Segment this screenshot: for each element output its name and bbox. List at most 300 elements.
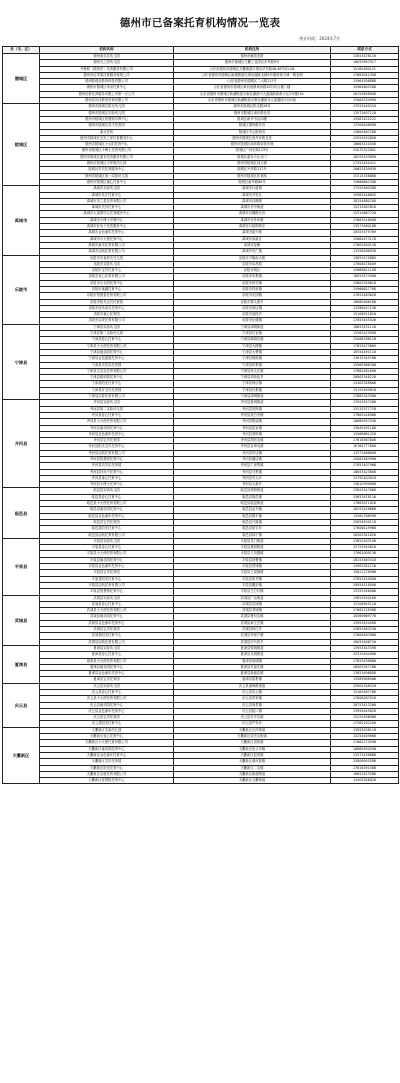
institution-address-cell: 齐河县刘桥镇 (174, 431, 331, 437)
institution-name-cell: 德州市陵城区英才托育园 (40, 123, 174, 129)
institution-address-cell: 宁津县刘营伍乡 (174, 375, 331, 381)
institution-address-cell: 临邑县临盘街道 (174, 501, 331, 507)
contact-phone-cell: 15966627788 (331, 286, 399, 292)
institution-address-cell: 平原县王凤楼镇 (174, 551, 331, 557)
institution-address-cell: 夏津县南城镇 (174, 658, 331, 664)
contact-phone-cell: 15725344816 (331, 545, 399, 551)
contact-phone-cell: 15966681326 (331, 431, 399, 437)
contact-phone-cell: 15254409866 (331, 734, 399, 740)
table-body (3, 54, 399, 784)
institution-name-cell: 曲豆托育 (40, 129, 174, 135)
institution-address-cell: 宁津县津城街道 (174, 394, 331, 400)
contact-phone-cell: 17853438866 (331, 658, 399, 664)
contact-phone-cell: 18853423608 (331, 469, 399, 475)
institution-address-cell: 禹城市开发区 (174, 192, 331, 198)
contact-phone-cell: 17553480388 (331, 186, 399, 192)
institution-address-cell: 德州市解放北路 (174, 54, 331, 60)
institution-name-cell: 宁津县启智托育有限公司 (40, 394, 174, 400)
institution-name-cell: 平原县爱心托育中心 (40, 545, 174, 551)
institution-address-cell: 宁津县津城街道 (174, 324, 331, 330)
institution-address-cell: 武城县甲马营乡 (174, 639, 331, 645)
institution-address-cell: 齐河县赵官镇 (174, 425, 331, 431)
institution-name-cell: 陵城区贝贝托育服务中心 (40, 167, 174, 173)
institution-name-cell: 临邑县小天使托育有限公司 (40, 501, 174, 507)
contact-phone-cell: 15963446855 (331, 192, 399, 198)
institution-name-cell: 齐河县小博士托育中心 (40, 482, 174, 488)
institution-name-cell: 德州天之骄幼儿园 (40, 60, 174, 66)
institution-address-cell: 平原县前曹镇 (174, 557, 331, 563)
institution-address-cell: 武城县鲁权屯镇 (174, 614, 331, 620)
contact-phone-cell: 18254880708 (331, 198, 399, 204)
institution-name-cell: 庆云县爱心托育中心 (40, 689, 174, 695)
institution-name-cell: 禹城市小博士早教中心 (40, 217, 174, 223)
institution-name-cell: 临邑县阳光托育中心 (40, 526, 174, 532)
contact-phone-cell: 13355346066 (331, 589, 399, 595)
institution-name-cell: 德州信都托育服务有限公司第一分公司 (40, 91, 174, 97)
institution-name-cell: 临邑县童乐园托育中心 (40, 507, 174, 513)
institution-name-cell: 齐河县宝贝托育园 (40, 438, 174, 444)
contact-phone-cell: 18669957036 (331, 419, 399, 425)
institution-address-cell: 平原县王杲铺镇 (174, 570, 331, 576)
contact-phone-cell: 15854450118 (331, 519, 399, 525)
contact-phone-cell: 17616367808 (331, 438, 399, 444)
institution-name-cell: 夏津县实验幼儿园 (40, 645, 174, 651)
institution-address-cell: 宁津县柴胡店镇 (174, 337, 331, 343)
institution-address-cell: 山东省德州市德城区天衢街道办事处华安路56-63号01-08 (174, 66, 331, 72)
contact-phone-cell: 18253428666 (331, 507, 399, 513)
institution-address-cell: 天衢新区赵虎镇 (174, 752, 331, 758)
institution-address-cell: 陵城区新华路88号 (174, 179, 331, 185)
table-header-row (3, 47, 399, 54)
document-title: 德州市已备案托育机构情况一览表 (119, 17, 281, 29)
institution-name-cell: 宁津县金色摇篮托育中心 (40, 356, 174, 362)
institution-address-cell: 乐陵市郑店镇 (174, 305, 331, 311)
institution-address-cell: 武城县郝王庄镇 (174, 620, 331, 626)
contact-phone-cell: 13573438868 (331, 752, 399, 758)
institution-name-cell: 宁津县聪明屋托育中心 (40, 375, 174, 381)
institution-address-cell: 陵城区中心街西首 (174, 129, 331, 135)
institution-name-cell: 天衢新区宝贝托育园 (40, 759, 174, 765)
institution-address-cell: 乐陵市朱集镇 (174, 274, 331, 280)
institution-name-cell: 宁津县爱心托育中心 (40, 337, 174, 343)
contact-phone-cell: 18660466186 (331, 299, 399, 305)
institution-name-cell: 庆云县宝贝托育园 (40, 715, 174, 721)
institution-name-cell: 德州市陵城区小苹果幼儿园 (40, 161, 174, 167)
institution-name-cell: 宁津县好宝贝托育园 (40, 387, 174, 393)
contact-phone-cell: 17553454411 (331, 161, 399, 167)
institution-name-cell: 齐河县童心托育中心 (40, 475, 174, 481)
contact-phone-cell: 13853403198 (331, 538, 399, 544)
contact-phone-cell: 17663418006 (331, 217, 399, 223)
institution-address-cell: 德州市陵城区阳光路28号 (174, 104, 331, 110)
contact-phone-cell: 15621278966 (331, 570, 399, 576)
institution-address-cell: 宁津县大曹镇 (174, 349, 331, 355)
institution-address-cell: 乐陵市寨头堡乡 (174, 299, 331, 305)
institution-address-cell: 齐河县宣章屯镇 (174, 444, 331, 450)
institution-address-cell: 齐河县潘店镇 (174, 457, 331, 463)
contact-phone-cell: 13905348526 (331, 683, 399, 689)
county-cell: 德城区 (3, 54, 40, 104)
contact-phone-cell: 15610399806 (331, 482, 399, 488)
contact-phone-cell: 17853483626 (331, 293, 399, 299)
institution-address-cell: 庆云县常家镇 (174, 696, 331, 702)
institution-address-cell: 武城县杨庄乡 (174, 627, 331, 633)
institution-name-cell: 天衢新区启航托育有限公司 (40, 771, 174, 777)
contact-phone-cell: 13905341126 (331, 564, 399, 570)
contact-phone-cell: 15853483336 (331, 627, 399, 633)
institution-name-cell: 德州市陵城区童心托育中心 (40, 179, 174, 185)
institution-name-cell: 平原县金色童年托育中心 (40, 564, 174, 570)
institution-address-cell: 山东省德州市德城区新湖街道办事处湖滨北大道鑫园小区D座 (174, 98, 331, 104)
institution-name-cell: 齐河县实验幼儿园 (40, 400, 174, 406)
institution-address-cell: 陵城区广场东路123号 (174, 148, 331, 154)
institution-address-cell: 夏津县新盛店镇 (174, 671, 331, 677)
institution-name-cell: 武城县实验幼儿园 (40, 595, 174, 601)
contact-phone-cell: 15315377718 (331, 406, 399, 412)
institution-address-cell: 齐河县华店镇 (174, 450, 331, 456)
institution-name-cell: 武城县爱心托育中心 (40, 601, 174, 607)
institution-name-cell: 齐河县爱心托育中心 (40, 412, 174, 418)
institution-address-cell: 夏津县北城街道 (174, 652, 331, 658)
institution-address-cell: 庆云县东辛店镇 (174, 715, 331, 721)
institution-address-cell: 齐河县胡官屯镇 (174, 438, 331, 444)
institution-name-cell: 乐陵市启蒙托育有限公司 (40, 318, 174, 324)
institution-name-cell: 武城县阳光托育中心 (40, 633, 174, 639)
contact-phone-cell: 17863071826 (331, 501, 399, 507)
county-cell: 乐陵市 (3, 255, 40, 324)
institution-address-cell: 齐河县祝阿镇 (174, 406, 331, 412)
contact-phone-cell: 13573466608 (331, 450, 399, 456)
contact-phone-cell: 15553452808 (331, 135, 399, 141)
contact-phone-cell: 17616391568 (331, 765, 399, 771)
contact-phone-cell: 15315487618 (331, 205, 399, 211)
contact-phone-cell: 18753413266 (331, 702, 399, 708)
county-cell: 武城县 (3, 595, 40, 645)
contact-phone-cell: 13573480188 (331, 224, 399, 230)
institution-name-cell: 禹城市实验幼儿园 (40, 186, 174, 192)
institution-name-cell: 宁津县宝宝乐托育有限公司 (40, 368, 174, 374)
contact-phone-cell: 18253433899 (331, 154, 399, 160)
institution-name-cell: 天衢新区实验幼儿园 (40, 727, 174, 733)
institution-name-cell: 齐河县童乐园托育中心 (40, 425, 174, 431)
contact-phone-cell: 17606483966 (331, 633, 399, 639)
institution-name-cell: 平原县智慧树托育中心 (40, 589, 174, 595)
institution-name-cell: 庆云县阳光托育中心 (40, 721, 174, 727)
contact-phone-cell: 17606419966 (331, 526, 399, 532)
county-cell: 齐河县 (3, 400, 40, 488)
institution-address-cell: 齐河县大黄乡 (174, 482, 331, 488)
contact-phone-cell: 18053997917 (331, 60, 399, 66)
institution-name-cell: 临邑县宝贝托育园 (40, 519, 174, 525)
institution-name-cell: 德州市陵城区智慧树早教中心 (40, 116, 174, 122)
contact-phone-cell: 18053406716 (331, 639, 399, 645)
institution-address-cell: 平原县腰站镇 (174, 582, 331, 588)
institution-name-cell: 天衢新区爱心托育中心 (40, 734, 174, 740)
institution-name-cell: 德州市陵城区嘉禾托育服务有限公司 (40, 154, 174, 160)
county-cell: 庆云县 (3, 683, 40, 727)
institution-name-cell: 禹城市童乐托育有限公司 (40, 242, 174, 248)
institution-name-cell: 武城县小天使托育有限公司 (40, 608, 174, 614)
institution-address-cell: 齐河县表白寺镇 (174, 412, 331, 418)
institution-name-cell: 平原县阳光托育中心 (40, 576, 174, 582)
institution-name-cell: 齐河县好孩子托育中心 (40, 469, 174, 475)
institution-address-cell: 乐陵市杨安镇 (174, 280, 331, 286)
institution-name-cell: 德州乐贝佳教育咨询有限公司 (40, 98, 174, 104)
contact-phone-cell: 15153499816 (331, 387, 399, 393)
contact-phone-cell: 15106911816 (331, 312, 399, 318)
institution-address-cell: 临邑县德平镇 (174, 513, 331, 519)
institution-name-cell: 夏津县金色童年托育中心 (40, 671, 174, 677)
stat-note: 统计时间：2024年7月 (299, 36, 340, 41)
institution-address-cell: 临邑县林子镇 (174, 532, 331, 538)
institution-name-cell: 天衢新区阳光托育中心 (40, 765, 174, 771)
contact-phone-cell: 17853473669 (331, 343, 399, 349)
institution-name-cell: 禹城市乐之星托育有限公司 (40, 198, 174, 204)
institution-address-cell: 德州市陵城区神头镇 (174, 161, 331, 167)
institution-address-cell: 宁津县时集镇 (174, 362, 331, 368)
institution-address-cell: 宁津县大柳镇 (174, 343, 331, 349)
institution-address-cell: 夏津县苏留庄镇 (174, 664, 331, 670)
institution-address-cell: 乐陵市西段乡 (174, 312, 331, 318)
institution-address-cell: 平原县恩城镇 (174, 564, 331, 570)
contact-phone-cell: 13953443398 (331, 645, 399, 651)
institution-name-cell: 宁津县第二实验幼儿园 (40, 331, 174, 337)
county-cell: 禹城市 (3, 186, 40, 255)
contact-phone-cell: 17853407966 (331, 463, 399, 469)
contact-phone-cell: 18805348226 (331, 375, 399, 381)
institution-name-cell: 德州市陵城区实验幼儿园 (40, 110, 174, 116)
institution-address-cell: 平原县张华镇 (174, 576, 331, 582)
contact-phone-cell: 17862009136 (331, 551, 399, 557)
contact-phone-cell: 15684473118 (331, 236, 399, 242)
institution-address-cell: 庆云县庆云镇 (174, 689, 331, 695)
contact-phone-cell: 18253463318 (331, 557, 399, 563)
institution-name-cell: 齐河县金色童年托育中心 (40, 431, 174, 437)
institution-address-cell: 德州市德城区天衢工业园区东风路9号 (174, 60, 331, 66)
institution-name-cell: 武城县童乐园托育中心 (40, 614, 174, 620)
institution-address-cell: 天衢新区袁桥镇 (174, 740, 331, 746)
contact-phone-cell: 18305341626 (331, 532, 399, 538)
institution-address-cell: 禹城市行政街 (174, 186, 331, 192)
contact-phone-cell: 17862481696 (331, 368, 399, 374)
institution-name-cell: 临邑县启航托育有限公司 (40, 532, 174, 538)
contact-phone-cell: 18053473096 (331, 274, 399, 280)
institution-address-cell: 临邑县兴隆镇 (174, 519, 331, 525)
institution-address-cell: 山东省德州市德城区新湖街道办事处湖滨北路8号德州瑞天城一期北侧 (174, 72, 331, 78)
county-cell: 陵城区 (3, 104, 40, 186)
contact-phone-cell: 15315404966 (331, 652, 399, 658)
institution-address-cell: 庆云县崔口镇 (174, 708, 331, 714)
institution-address-cell: 天衢新区宋官屯街道 (174, 734, 331, 740)
institution-address-cell: 夏津县雷集镇 (174, 677, 331, 683)
contact-phone-cell: 17562102206 (331, 721, 399, 727)
institution-name-cell: 夏津县爱心托育中心 (40, 652, 174, 658)
contact-phone-cell: 13605349618 (331, 280, 399, 286)
institution-address-cell: 山东省德州市德城区新湖街道办事处湖滨中大道湖滨新都小区2号楼101 (174, 91, 331, 97)
institution-address-cell: 齐河县安头乡 (174, 475, 331, 481)
institution-address-cell: 武城县广运街道 (174, 595, 331, 601)
contact-phone-cell: 13573407118 (331, 110, 399, 116)
contact-phone-cell: 15964506888 (331, 79, 399, 85)
contact-phone-cell: 13864467288 (331, 129, 399, 135)
institution-address-cell: 乐陵市阜昌路 (174, 261, 331, 267)
institution-name-cell: 平原县实验幼儿园 (40, 538, 174, 544)
county-cell: 临邑县 (3, 488, 40, 538)
contact-phone-cell: 13356286958 (331, 249, 399, 255)
institution-name-cell: 齐河县阳光宝贝托育中心 (40, 444, 174, 450)
contact-phone-cell: 13396247136 (331, 305, 399, 311)
contact-phone-cell: 18653431116 (331, 324, 399, 330)
institution-name-cell: 乐陵市童心托育园 (40, 312, 174, 318)
contact-phone-cell: 13853496808 (331, 671, 399, 677)
contact-phone-cell: 13853458118 (331, 727, 399, 733)
institution-address-cell: 齐河县仁里集镇 (174, 463, 331, 469)
institution-address-cell: 庆云县严务乡 (174, 721, 331, 727)
institution-address-cell: 德州市陵城区南环路北首 (174, 110, 331, 116)
institution-name-cell: 宁津县童乐园托育中心 (40, 349, 174, 355)
institution-name-cell: 德州市陵城区宝贝之家托育服务中心 (40, 135, 174, 141)
institution-address-cell: 德州市陵城区体育路 (174, 173, 331, 179)
county-cell: 夏津县 (3, 645, 40, 683)
institution-address-cell: 天衢新区新湖街道 (174, 771, 331, 777)
institution-name-cell: 庆云县实验幼儿园 (40, 683, 174, 689)
institution-name-cell: 临邑县实验幼儿园 (40, 488, 174, 494)
contact-phone-cell: 18954418006 (331, 582, 399, 588)
institution-address-cell: 乐陵市城区 (174, 268, 331, 274)
institution-address-cell: 陵城区嘉禾小区北门 (174, 154, 331, 160)
institution-name-cell: 夏津县童乐园托育中心 (40, 664, 174, 670)
institution-address-cell: 禹城市振兴路 (174, 230, 331, 236)
county-cell: 宁津县 (3, 324, 40, 400)
institution-name-cell: 庆云县童乐园托育中心 (40, 702, 174, 708)
contact-phone-cell: 15253456966 (331, 715, 399, 721)
institution-address-cell: 禹城市市中街道 (174, 205, 331, 211)
contact-phone-cell: 15589908966 (331, 677, 399, 683)
institution-name-cell: 德州市陵城区阳光幼儿园 (40, 104, 174, 110)
contact-phone-cell: 15806905586 (331, 759, 399, 765)
institution-name-cell: 庆云县小天使托育有限公司 (40, 696, 174, 702)
institution-address-cell: 禹城市安仁镇 (174, 249, 331, 255)
institution-name-cell: 武城县宝贝托育园 (40, 627, 174, 633)
contact-phone-cell: 13562786998 (331, 513, 399, 519)
institution-name-cell: 平原县启航托育有限公司 (40, 582, 174, 588)
institution-address-cell: 齐河县马集镇 (174, 469, 331, 475)
contact-phone-cell: 13853475880 (331, 255, 399, 261)
contact-phone-cell: 15163487768 (331, 689, 399, 695)
contact-phone-cell: 15075322801 (331, 148, 399, 154)
institution-name-cell: 宁津县贝贝乐托育园 (40, 362, 174, 368)
contact-phone-cell: 17853420906 (331, 576, 399, 582)
institution-address-cell: 禹城市汉槐街 (174, 198, 331, 204)
contact-phone-cell: 15066788128 (331, 337, 399, 343)
institution-name-cell: 宁津县小天使托育有限公司 (40, 343, 174, 349)
institution-name-cell: 天衢新区智慧树托育中心 (40, 778, 174, 784)
contact-phone-cell: 17806287918 (331, 696, 399, 702)
institution-address-cell: 禹城市行政街路东 (174, 224, 331, 230)
contact-phone-cell: 15314667728 (331, 211, 399, 217)
contact-phone-cell: 13615349766 (331, 356, 399, 362)
contact-phone-cell: 13405346826 (331, 778, 399, 784)
institution-name-cell: 德州市陵城区小博士托育有限公司 (40, 148, 174, 154)
institution-name-cell: 宁津县实验幼儿园 (40, 324, 174, 330)
institution-address-cell: 陵城区兴华路117号 (174, 167, 331, 173)
institution-table (2, 46, 399, 784)
header-contact: 联系方式 (331, 47, 399, 54)
institution-address-cell: 天衢新区黄河涯镇 (174, 759, 331, 765)
institution-name-cell: 德州市红苹果托育服务有限公司 (40, 72, 174, 78)
institution-address-cell: 平原县桃园街道 (174, 545, 331, 551)
institution-name-cell: 乐陵市童趣托育中心 (40, 286, 174, 292)
institution-name-cell: 天衢新区童乐园托育中心 (40, 746, 174, 752)
contact-phone-cell: 15315338868 (331, 173, 399, 179)
institution-name-cell: 齐鲁路（德州市）托育服务有限公司 (40, 66, 174, 72)
institution-name-cell: 乐陵市市直机关幼儿园 (40, 255, 174, 261)
institution-name-cell: 夏津县宝贝托育园 (40, 677, 174, 683)
institution-name-cell: 武城县启航托育有限公司 (40, 639, 174, 645)
institution-address-cell: 临邑县孟寺镇 (174, 507, 331, 513)
institution-address-cell: 禹城市伦镇 (174, 242, 331, 248)
header-name: 机构名称 (40, 47, 174, 54)
contact-phone-cell: 17662218368 (331, 608, 399, 614)
contact-phone-cell: 15965966306 (331, 362, 399, 368)
institution-address-cell: 陵城区德州路东首 (174, 123, 331, 129)
institution-name-cell: 乐陵市爱心托育有限公司 (40, 274, 174, 280)
institution-address-cell: 宁津县长官镇 (174, 331, 331, 337)
institution-name-cell: 平原县宝贝托育园 (40, 570, 174, 576)
institution-address-cell: 武城县老城镇 (174, 608, 331, 614)
institution-address-cell: 武城县李家户镇 (174, 633, 331, 639)
contact-phone-cell: 15653478116 (331, 494, 399, 500)
institution-name-cell: 禹城市小天使托育中心 (40, 236, 174, 242)
contact-phone-cell: 18369969776 (331, 614, 399, 620)
contact-phone-cell: 15666621108 (331, 268, 399, 274)
institution-address-cell: 山东省德州市德城区二六路217号 (174, 79, 331, 85)
contact-phone-cell: 17685343566 (331, 394, 399, 400)
contact-phone-cell: 15666662306 (331, 179, 399, 185)
institution-address-cell: 平原县王打卦镇 (174, 589, 331, 595)
institution-address-cell: 平原县龙门街道 (174, 538, 331, 544)
institution-address-cell: 宁津县张大庄镇 (174, 368, 331, 374)
institution-name-cell: 乐陵市宝贝托育中心 (40, 268, 174, 274)
institution-name-cell: 齐河县智慧树托育中心 (40, 457, 174, 463)
contact-phone-cell: 13953457268 (331, 400, 399, 406)
institution-name-cell: 乐陵市实验幼儿园 (40, 261, 174, 267)
institution-name-cell: 德州市德城区朵朵托育中心 (40, 85, 174, 91)
institution-name-cell: 乐陵市小太阳托育中心 (40, 280, 174, 286)
contact-phone-cell: 13853420168 (331, 595, 399, 601)
contact-phone-cell: 15964605286 (331, 85, 399, 91)
institution-address-cell: 齐河县晏城街道 (174, 400, 331, 406)
institution-address-cell: 天衢新区抬头寺镇 (174, 746, 331, 752)
institution-name-cell: 庆云县金色童年托育中心 (40, 708, 174, 714)
institution-name-cell: 禹城市启航托育有限公司 (40, 249, 174, 255)
contact-phone-cell: 18865950596 (331, 746, 399, 752)
contact-phone-cell: 13853447868 (331, 488, 399, 494)
contact-phone-cell: 17865448968 (331, 412, 399, 418)
institution-address-cell: 庆云县尚堂镇 (174, 702, 331, 708)
institution-name-cell: 禹城市大禹婴幼儿托育服务中心 (40, 211, 174, 217)
contact-phone-cell: 18153658908 (331, 91, 399, 97)
contact-phone-cell: 18663410508 (331, 142, 399, 148)
institution-address-cell: 临邑县宿安乡 (174, 526, 331, 532)
institution-name-cell: 齐河县小天使托育有限公司 (40, 419, 174, 425)
institution-address-cell: 临邑县临邑镇 (174, 494, 331, 500)
institution-address-cell: 天衢新区天衢街道 (174, 778, 331, 784)
contact-phone-cell: 18653439938 (331, 167, 399, 173)
institution-address-cell: 宁津县保店镇 (174, 381, 331, 387)
contact-phone-cell: 17663400138 (331, 242, 399, 248)
contact-phone-cell: 15064534990 (331, 98, 399, 104)
